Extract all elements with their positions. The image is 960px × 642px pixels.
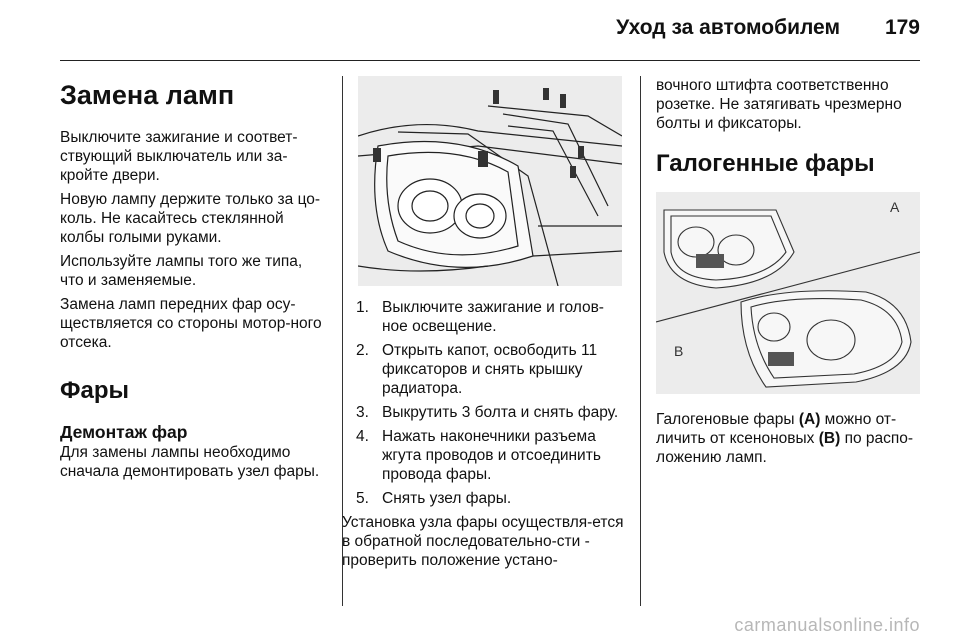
figure-caption: Галогеновые фары (A) можно от-личить от ксеноновых (B) по распо-ложению ламп. <box>656 411 914 466</box>
page-title: Замена ламп <box>60 80 235 110</box>
section-title-headlights: Фары <box>60 377 129 404</box>
paragraph: Для замены лампы необходимо сначала демонтировать узел фары. <box>60 444 320 480</box>
left-column <box>60 72 330 486</box>
headlight-removal-figure <box>358 76 622 286</box>
right-column <box>656 76 926 195</box>
page-number: 179 <box>884 16 920 39</box>
install-note: Установка узла фары осуществля-ется в обратной последовательно-сти - проверить положение устано- <box>342 514 624 569</box>
middle-column <box>342 298 628 575</box>
figure-label-b: B <box>674 343 684 359</box>
subsection-title-removal: Демонтаж фар <box>60 422 188 442</box>
column-divider-2 <box>640 76 641 606</box>
list-item: 2. Открыть капот, освободить 11 фиксаторов и снять крышку радиатора. <box>356 342 598 397</box>
running-title: Уход за автомобилем <box>616 16 840 39</box>
halogen-xenon-figure <box>656 192 920 394</box>
list-item: 4. Нажать наконечники разъема жгута проводов и отсоединить провода фары. <box>356 428 601 483</box>
watermark: carmanualsonline.info <box>734 615 920 635</box>
continuation-paragraph: вочного штифта соответственно розетке. Не затягивать чрезмерно болты и фиксаторы. <box>656 77 902 132</box>
halogen-xenon-illustration <box>656 192 920 394</box>
page-header <box>60 0 920 61</box>
paragraph: Выключите зажигание и соответ-ствующий выключатель или за-кройте двери. <box>60 129 298 184</box>
paragraph: Новую лампу держите только за цо-коль. Не касайтесь стеклянной колбы голыми руками. <box>60 191 321 246</box>
list-item: 3. Выкрутить 3 болта и снять фару. <box>356 404 619 421</box>
headlight-removal-illustration <box>358 76 622 286</box>
list-item: 1. Выключите зажигание и голов-ное освещение. <box>356 299 604 335</box>
figure-label-a: A <box>890 199 900 215</box>
removal-steps <box>356 298 628 508</box>
section-title-halogen: Галогенные фары <box>656 150 875 177</box>
paragraph: Используйте лампы того же типа, что и заменяемые. <box>60 253 303 289</box>
list-item: 5. Снять узел фары. <box>356 490 512 507</box>
paragraph: Замена ламп передних фар осу-ществляется со стороны мотор-ного отсека. <box>60 296 322 351</box>
